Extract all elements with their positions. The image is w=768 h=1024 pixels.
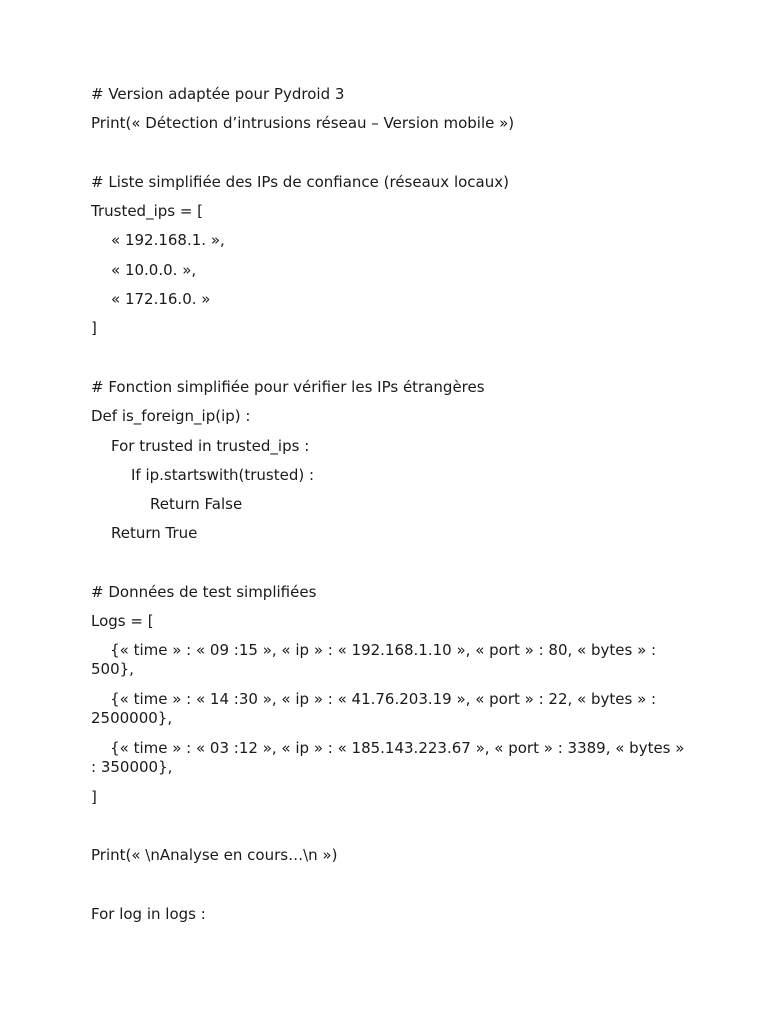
code-line-print-title: Print(« Détection d’intrusions réseau – Version mobile ») (91, 114, 515, 132)
code-line-for-log: For log in logs : (91, 905, 206, 923)
code-line-ip-10: « 10.0.0. », (111, 261, 197, 279)
code-line-print-analyse: Print(« \nAnalyse en cours…\n ») (91, 846, 338, 864)
code-line-comment-test-data: # Données de test simplifiées (91, 583, 317, 601)
code-line-trusted-ips-open: Trusted_ips = [ (91, 202, 204, 220)
code-line-trusted-ips-close: ] (91, 319, 97, 337)
code-line-comment-trusted: # Liste simplifiée des IPs de confiance (réseaux locaux) (91, 173, 509, 191)
code-line-comment-version: # Version adaptée pour Pydroid 3 (91, 85, 345, 103)
code-line-comment-function: # Fonction simplifiée pour vérifier les IPs étrangères (91, 378, 485, 396)
code-line-return-true: Return True (111, 524, 198, 542)
code-line-for-trusted: For trusted in trusted_ips : (111, 437, 310, 455)
code-line-if-startswith: If ip.startswith(trusted) : (131, 466, 315, 484)
code-line-logs-open: Logs = [ (91, 612, 154, 630)
code-line-log-entry-1: {« time » : « 09 :15 », « ip » : « 192.168.1.10 », « port » : 80, « bytes » : 500}, (91, 641, 661, 678)
code-line-log-entry-3: {« time » : « 03 :12 », « ip » : « 185.143.223.67 », « port » : 3389, « bytes » : 350000}, (91, 739, 690, 776)
code-line-log-entry-2: {« time » : « 14 :30 », « ip » : « 41.76.203.19 », « port » : 22, « bytes » : 2500000}, (91, 690, 661, 727)
code-line-def-is-foreign-ip: Def is_foreign_ip(ip) : (91, 407, 251, 425)
code-line-ip-192: « 192.168.1. », (111, 231, 225, 249)
code-line-ip-172: « 172.16.0. » (111, 290, 211, 308)
code-line-return-false: Return False (150, 495, 243, 513)
code-line-logs-close: ] (91, 788, 97, 806)
